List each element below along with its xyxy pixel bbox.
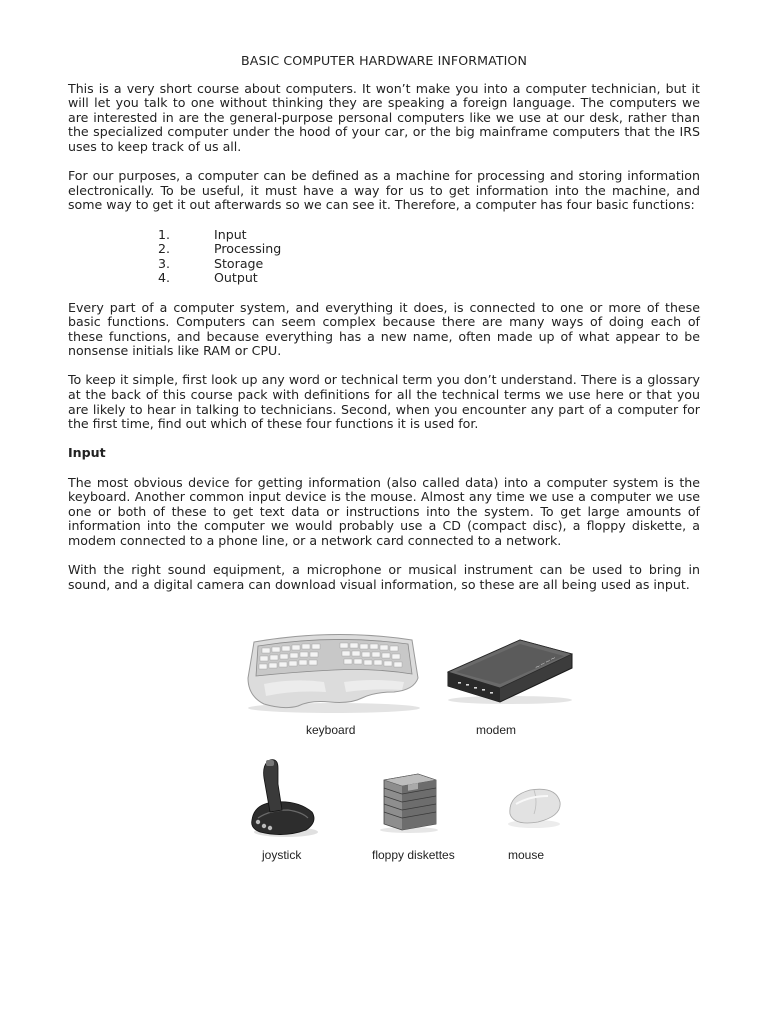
- list-item: [68, 228, 700, 243]
- joystick-icon: [248, 756, 320, 838]
- list-number: 2.: [158, 241, 171, 257]
- list-number: 4.: [158, 270, 171, 286]
- mouse-caption: mouse: [508, 848, 545, 862]
- list-label: Input: [214, 226, 247, 242]
- list-label: Output: [214, 270, 258, 286]
- list-item: [68, 242, 700, 257]
- joystick-image: [248, 756, 320, 838]
- glossary-paragraph: To keep it simple, first look up any word or technical term you don’t understand. There is a glossary at the back of this course pack with definitions for all the technical terms we use here or that you are likely to hear in talking to technicians. Second, when you encounter any part of a computer for the first time, find out which of these four functions it is used for.: [68, 372, 700, 432]
- list-label: Processing: [214, 241, 282, 257]
- joystick-caption: joystick: [262, 848, 302, 862]
- functions-list: [68, 228, 700, 286]
- list-number: 3.: [158, 255, 171, 271]
- definition-paragraph: For our purposes, a computer can be defined as a machine for processing and storing information electronically. To be useful, it must have a way for us to get information into the machine, and some way to get it out afterwards so we can see it. Therefore, a computer has four basic functions:: [68, 168, 700, 213]
- floppy-diskettes-image: [378, 770, 440, 834]
- modem-image: [444, 632, 576, 706]
- input-heading: Input: [68, 445, 106, 461]
- list-item: [68, 271, 700, 286]
- keyboard-image: [244, 630, 422, 714]
- list-number: 1.: [158, 226, 171, 242]
- intro-paragraph: This is a very short course about computers. It won’t make you into a computer technician, but it will let you talk to one without thinking they are speaking a foreign language. The computers we are interested in are the general-purpose personal computers like we use at our desk, rather than the specialized computer under the hood of your car, or the big mainframe computers that the IRS uses to keep track of us all.: [68, 80, 700, 154]
- functions-paragraph: Every part of a computer system, and everything it does, is connected to one or more of these basic functions. Computers can seem complex because there are many ways of doing each of these functions, and because everything has a new name, often made up of what appear to be nonsense initials like RAM or CPU.: [68, 299, 700, 359]
- sound-paragraph: With the right sound equipment, a microphone or musical instrument can be used to bring in sound, and a digital camera can download visual information, so these are all being used as input.: [68, 562, 700, 592]
- floppy-disk-icon: [378, 770, 440, 834]
- keyboard-caption: keyboard: [306, 723, 356, 737]
- mouse-image: [504, 784, 564, 830]
- list-label: Storage: [214, 255, 264, 271]
- keyboard-icon: [244, 630, 422, 714]
- floppy-diskettes-caption: floppy diskettes: [372, 848, 455, 862]
- mouse-icon: [504, 784, 564, 830]
- svg-text:~~~~: ~~~~: [533, 653, 558, 672]
- document-body: [68, 54, 700, 607]
- page-title: BASIC COMPUTER HARDWARE INFORMATION: [241, 53, 527, 68]
- modem-caption: modem: [476, 723, 517, 737]
- input-paragraph: The most obvious device for getting information (also called data) into a computer system is the keyboard. Another common input device is the mouse. Almost any time we use a computer we use one or both of these to get text data or instructions into the system. To get large amounts of information into the computer we would probably use a CD (compact disc), a floppy diskette, a modem connected to a phone line, or a network card connected to a network.: [68, 474, 700, 548]
- list-item: [68, 257, 700, 272]
- modem-icon: [444, 632, 576, 706]
